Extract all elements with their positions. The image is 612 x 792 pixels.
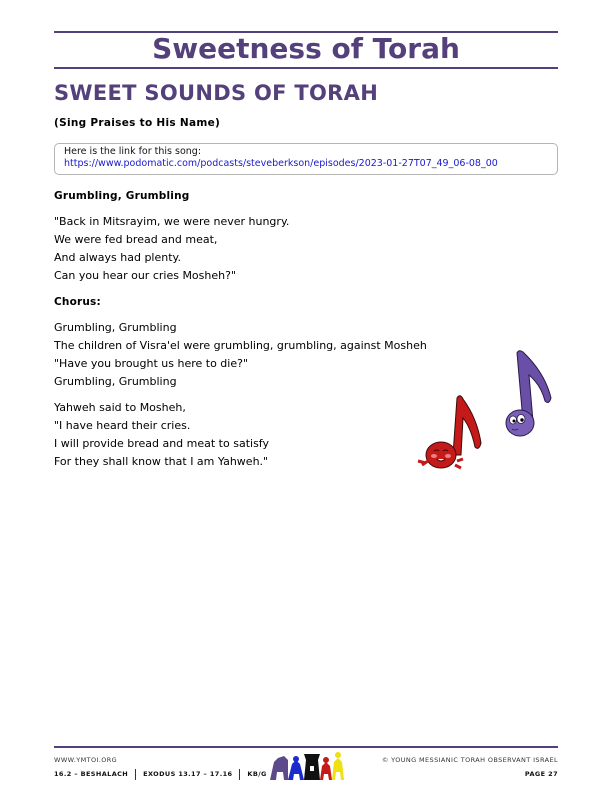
footer-copyright: © YOUNG MESSIANIC TORAH OBSERVANT ISRAEL bbox=[381, 756, 558, 764]
song-link-box bbox=[54, 143, 558, 175]
lyric-line: "I have heard their cries. bbox=[54, 419, 191, 432]
music-note-red-icon bbox=[418, 396, 481, 468]
logo-red-figure-icon bbox=[320, 757, 332, 780]
chorus bbox=[54, 319, 454, 391]
song-title: Grumbling, Grumbling bbox=[54, 190, 190, 202]
chorus-label: Chorus: bbox=[54, 296, 101, 308]
lyric-line: We were fed bread and meat, bbox=[54, 233, 218, 246]
lyric-line: For they shall know that I am Yahweh." bbox=[54, 455, 269, 468]
footer-code: KB/G bbox=[247, 770, 267, 778]
verse-2 bbox=[54, 399, 454, 471]
footer-left bbox=[54, 753, 267, 781]
lyric-line: I will provide bread and meat to satisfy bbox=[54, 437, 269, 450]
lyric-line: Can you hear our cries Mosheh?" bbox=[54, 269, 236, 282]
logo-black-tower-icon bbox=[304, 754, 320, 780]
footer-right bbox=[382, 753, 558, 781]
footer-separator bbox=[135, 769, 136, 780]
lyric-line: Yahweh said to Mosheh, bbox=[54, 401, 186, 414]
lyric-line: Grumbling, Grumbling bbox=[54, 375, 177, 388]
lyric-line: The children of Visra'el were grumbling, grumbling, against Mosheh bbox=[54, 339, 427, 352]
page-number: PAGE 27 bbox=[524, 770, 558, 778]
section-title: SWEET SOUNDS OF TORAH bbox=[54, 81, 379, 105]
page-title: Sweetness of Torah bbox=[152, 32, 460, 65]
lyric-line: And always had plenty. bbox=[54, 251, 181, 264]
footer-citation bbox=[54, 767, 267, 781]
footer-website: WWW.YMTOI.ORG bbox=[54, 756, 118, 764]
lyric-line: "Back in Mitsrayim, we were never hungry. bbox=[54, 215, 290, 228]
logo-yellow-figure-icon bbox=[332, 752, 344, 780]
lyric-line: Grumbling, Grumbling bbox=[54, 321, 177, 334]
link-label: Here is the link for this song: bbox=[64, 146, 202, 157]
verse-1 bbox=[54, 213, 454, 285]
footer-reference: EXODUS 13.17 – 17.16 bbox=[143, 770, 233, 778]
logo-purple-figure-icon bbox=[270, 756, 288, 780]
footer-portion: 16.2 – BESHALACH bbox=[54, 770, 129, 778]
song-lyrics bbox=[54, 187, 454, 471]
music-notes-illustration bbox=[405, 343, 565, 473]
logo-blue-figure-icon bbox=[288, 756, 304, 780]
ymtoi-logo bbox=[268, 750, 350, 782]
footer-rule bbox=[54, 746, 558, 748]
section-subtitle: (Sing Praises to His Name) bbox=[54, 117, 221, 129]
lyric-line: "Have you brought us here to die?" bbox=[54, 357, 249, 370]
footer-separator bbox=[239, 769, 240, 780]
header-rule-bottom bbox=[54, 67, 558, 69]
music-note-purple-icon bbox=[506, 351, 551, 436]
song-link[interactable]: https://www.podomatic.com/podcasts/steveberkson/episodes/2023-01-27T07_49_06-08_00 bbox=[64, 158, 498, 169]
